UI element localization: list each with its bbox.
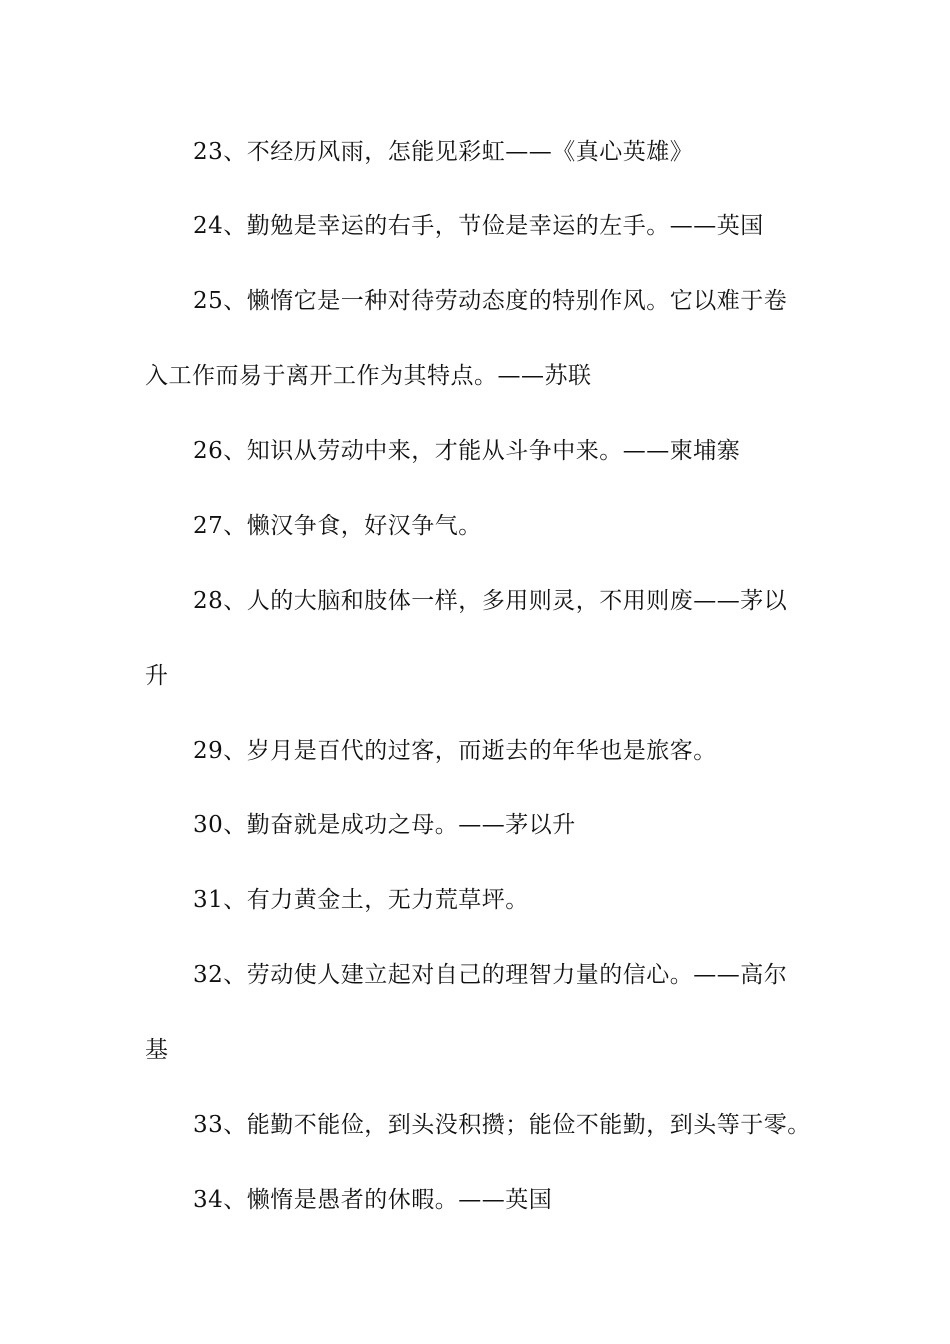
quote-26: 26、知识从劳动中来，才能从斗争中来。——柬埔寨 xyxy=(193,438,741,464)
quote-30: 30、勤奋就是成功之母。——茅以升 xyxy=(193,812,576,838)
quote-24: 24、勤勉是幸运的右手，节俭是幸运的左手。——英国 xyxy=(193,213,764,239)
quote-23: 23、不经历风雨，怎能见彩虹——《真心英雄》 xyxy=(193,139,694,165)
quote-28-line-2: 升 xyxy=(145,663,169,689)
quote-25-line-1: 25、懒惰它是一种对待劳动态度的特别作风。它以难于卷 xyxy=(193,288,788,314)
quote-28-line-1: 28、人的大脑和肢体一样，多用则灵，不用则废——茅以 xyxy=(193,588,788,614)
quote-33: 33、能勤不能俭，到头没积攒；能俭不能勤，到头等于零。 xyxy=(193,1112,811,1138)
quote-32-line-2: 基 xyxy=(145,1037,169,1063)
quote-25-line-2: 入工作而易于离开工作为其特点。——苏联 xyxy=(145,363,592,389)
quote-29: 29、岁月是百代的过客，而逝去的年华也是旅客。 xyxy=(193,738,717,764)
quote-31: 31、有力黄金土，无力荒草坪。 xyxy=(193,887,529,913)
quote-34: 34、懒惰是愚者的休暇。——英国 xyxy=(193,1187,553,1213)
quote-27: 27、懒汉争食，好汉争气。 xyxy=(193,513,482,539)
quote-32-line-1: 32、劳动使人建立起对自己的理智力量的信心。——高尔 xyxy=(193,962,788,988)
